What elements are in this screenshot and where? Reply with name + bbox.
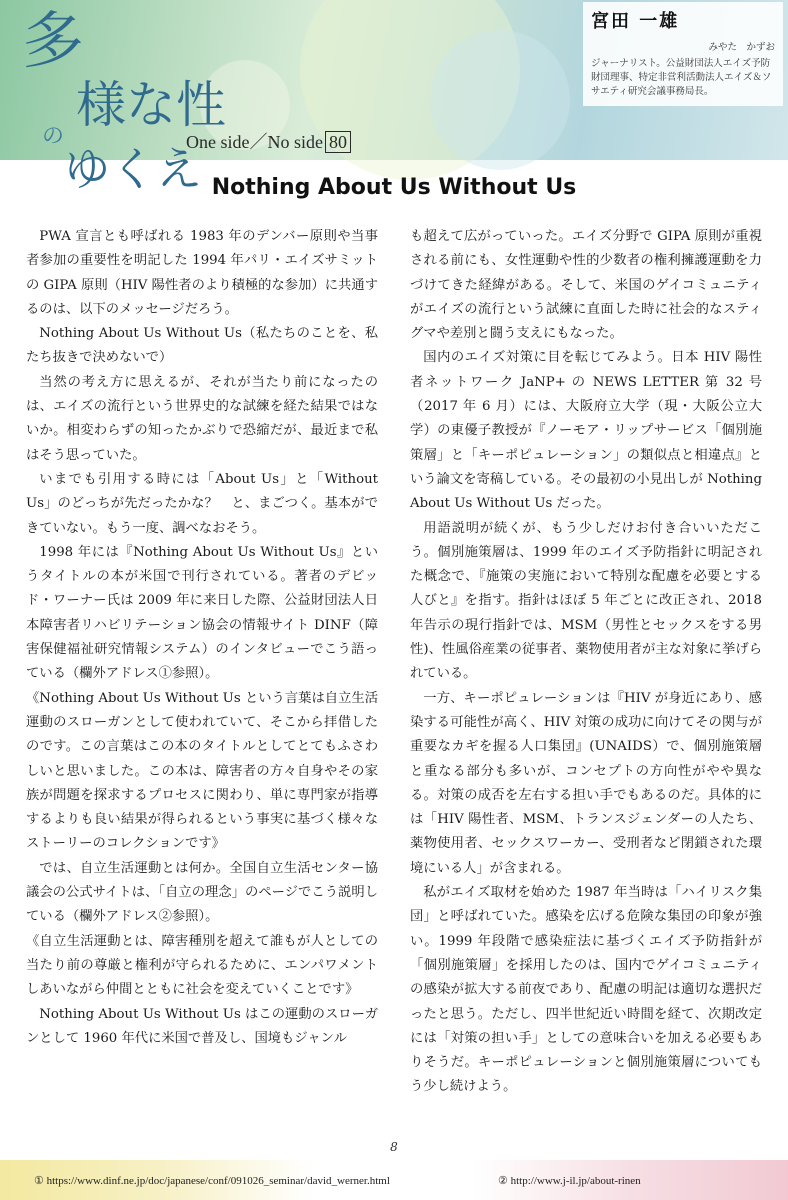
article-title: Nothing About Us Without Us: [211, 175, 577, 200]
series-title-line3: ゆくえ: [64, 142, 202, 196]
footnote-link-1[interactable]: ① https://www.dinf.ne.jp/doc/japanese/conf/091026_seminar/david_werner.html: [34, 1175, 390, 1187]
series-title-line2: 様な性: [76, 76, 226, 134]
footnote-link-2[interactable]: ② http://www.j-il.jp/about-rinen: [498, 1175, 641, 1187]
series-title-particle: の: [42, 124, 65, 149]
paragraph: 1998 年には『Nothing About Us Without Us』というタイトルの本が米国で刊行されている。著者のデビッド・ワーナー氏は 2009 年に来日した際、公益財団法人日本障害者リハビリテーション協会の情報サイト DINF（障害保健福祉研究情報システム）のインタビューでこう語っている（欄外アドレス①参照）。: [26, 544, 378, 682]
paragraph: いまでも引用する時には「About Us」と「Without Us」のどっちが先だったかな？ と、まごつく。基本ができていない。もう一度、調べなおそう。: [26, 471, 378, 536]
author-bio: ジャーナリスト。公益財団法人エイズ予防財団理事、特定非営利活動法人エイズ＆ソサエティ研究会議事務局長。: [591, 58, 772, 97]
paragraph: PWA 宣言とも呼ばれる 1983 年のデンバー原則や当事者参加の重要性を明記した 1994 年パリ・エイズサミットの GIPA 原則（HIV 陽性者のより積極的な参加）に共通するのは、以下のメッセージだろう。: [26, 229, 378, 317]
subtitle-text: One side／No side: [186, 132, 323, 152]
paragraph: では、自立生活運動とは何か。全国自立生活センター協議会の公式サイトは、「自立の理念」のページでこう説明している（欄外アドレス②参照）。: [26, 860, 378, 925]
paragraph: 国内のエイズ対策に目を転じてみよう。日本 HIV 陽性者ネットワーク JaNP+ の NEWS LETTER 第 32 号（2017 年 6 月）には、大阪府立大学（現・大阪公立大学）の東優子教授が『ノーモア・リップサービス「個別施策層」と「キーポピュレーション」の類似点と相違点』という論文を寄稿している。その最初の小見出しが Nothing About Us Without Us だった。: [410, 350, 762, 512]
paragraph: 用語説明が続くが、もう少しだけお付き合いいただこう。個別施策層は、1999 年のエイズ予防指針に明記された概念で、『施策の実施において特別な配慮を必要とする人びと』を指す。指針はほぼ 5 年ごとに改正され、2018 年告示の現行指針では、MSM（男性とセックスをする男性)、性風俗産業の従事者、薬物使用者が主な対象に挙げられている。: [410, 520, 762, 682]
paragraph: Nothing About Us Without Us（私たちのことを、私たち抜きで決めないで）: [26, 326, 378, 366]
right-column: [410, 225, 762, 1100]
page-number: 8: [390, 1140, 398, 1154]
decorative-circle: [430, 30, 570, 170]
quote-paragraph: 《Nothing About Us Without Us という言葉は自立生活運動のスローガンとして使われていて、そこから拝借したのです。この言葉はこの本のタイトルとしてとてもふさわしいと思いました。この本は、障害者の方々自身やその家族が問題を探求するプロセスに関わり、単に専門家が指導するよりも良い結果が得られるという事実に基づく様々なストーリーのコレクションです》: [26, 690, 378, 852]
paragraph: Nothing About Us Without Us はこの運動のスローガンとして 1960 年代に米国で普及し、国境もジャンル: [26, 1006, 378, 1046]
series-subtitle: [186, 128, 351, 154]
paragraph: 一方、キーポピュレーションは『HIV が身近にあり、感染する可能性が高く、HIV 対策の成功に向けてその関与が重要なカギを握る人口集団』(UNAIDS）で、個別施策層と重なる部分も多いが、コンセプトの方向性がやや異なる。対策の成否を左右する担い手でもあるのだ。具体的には「HIV 陽性者、MSM、トランスジェンダーの人たち、薬物使用者、セックスワーカー、受刑者など閉鎖された環境にいる人」が含まれる。: [410, 690, 762, 876]
issue-number: 80: [325, 131, 351, 153]
author-kana: みやた かずお: [708, 42, 775, 53]
author-box: [583, 2, 783, 106]
series-title-line1: 多: [22, 4, 85, 77]
quote-paragraph: 《自立生活運動とは、障害種別を超えて誰もが人としての当たり前の尊厳と権利が守られるために、エンパワメントしあいながら仲間とともに社会を変えていくことです》: [26, 933, 378, 998]
paragraph: 私がエイズ取材を始めた 1987 年当時は「ハイリスク集団」と呼ばれていた。感染を広げる危険な集団の印象が強い。1999 年段階で感染症法に基づくエイズ予防指針が「個別施策層」を採用したのは、国内でゲイコミュニティの感染が拡大する前夜であり、配慮の明記は適切な選択だったと思う。ただし、四半世紀近い時間を経て、次期改定には「対策の担い手」としての意味合いを加える必要もありそうだ。キーポピュレーションと個別施策層についてもう少し続けよう。: [410, 885, 762, 1095]
left-column: [26, 225, 378, 1051]
author-name: 宮田 一雄: [591, 11, 680, 32]
paragraph: 当然の考え方に思えるが、それが当たり前になったのは、エイズの流行という世界史的な試練を経た結果ではないか。相変わらずの知ったかぶりで恐縮だが、最近まで私はそう思っていた。: [26, 374, 378, 463]
paragraph: も超えて広がっていった。エイズ分野で GIPA 原則が重視される前にも、女性運動や性的少数者の権利擁護運動を力づけてきた経緯がある。そして、米国のゲイコミュニティがエイズの流行という試練に直面した時に社会的なスティグマや差別と闘う支えにもなった。: [410, 229, 762, 342]
